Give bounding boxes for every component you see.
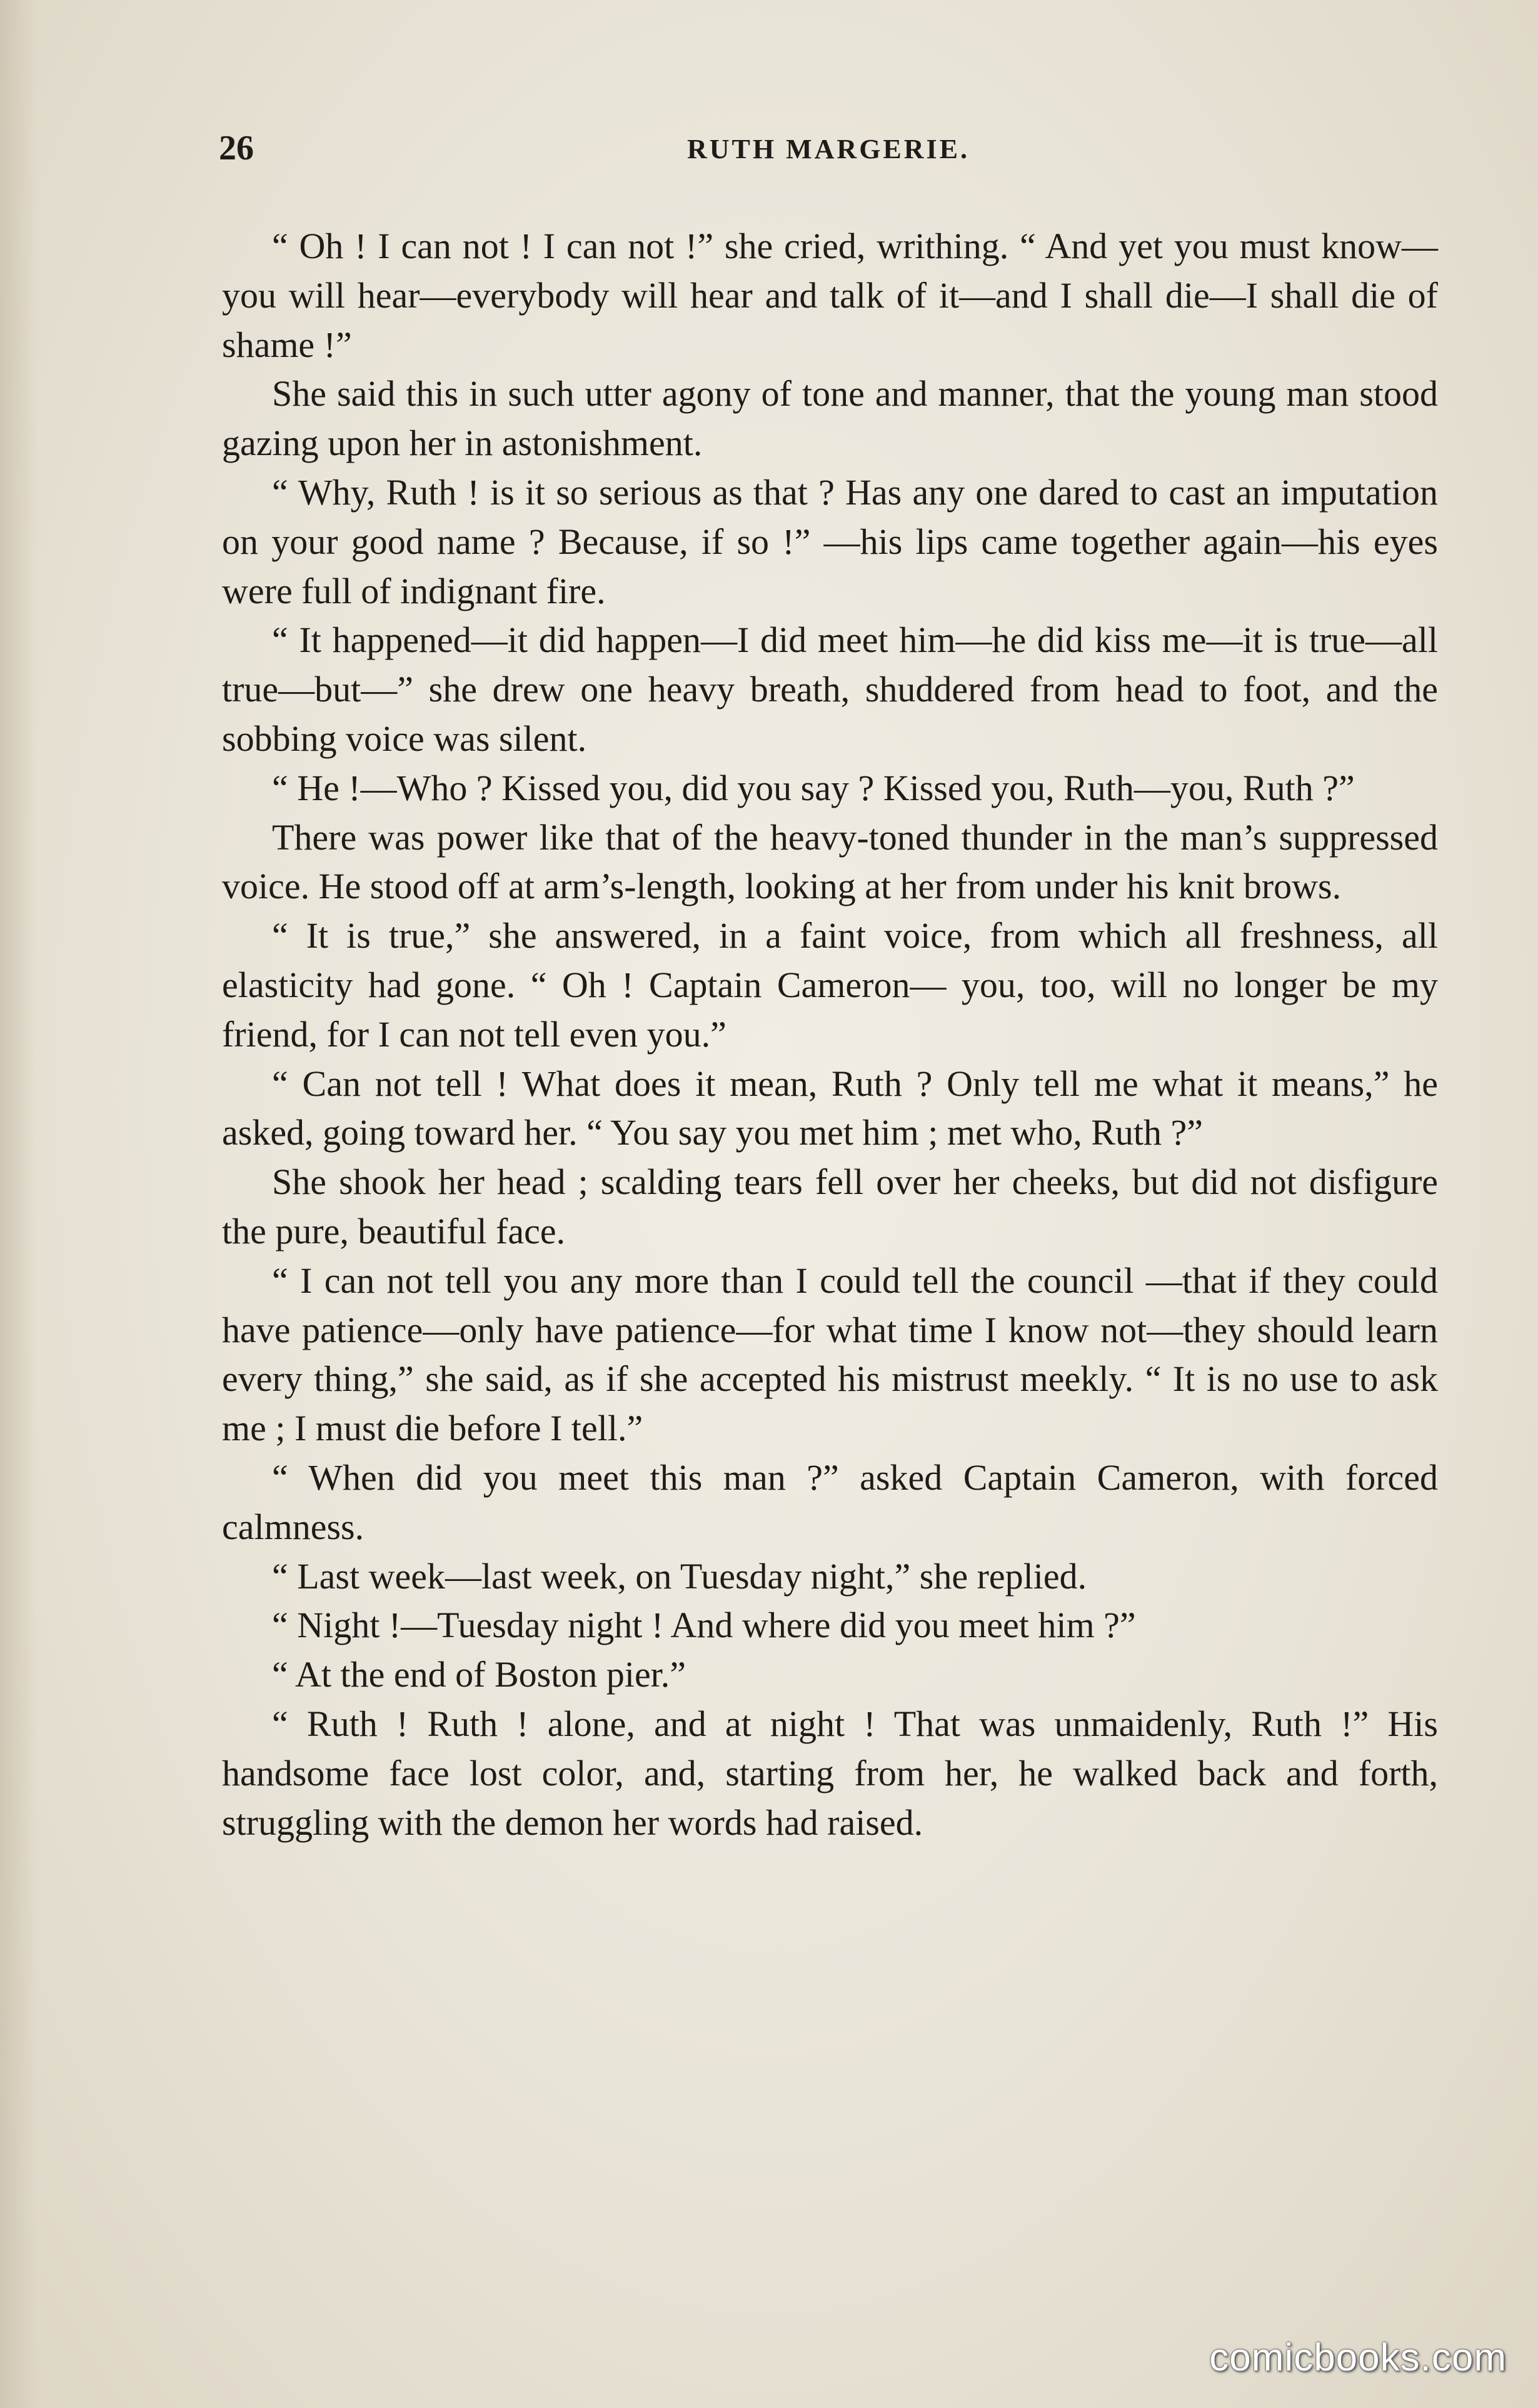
page-number: 26 (219, 129, 254, 168)
paragraph: “ Last week—last week, on Tuesday night,” she replied. (272, 1555, 1087, 1597)
paragraph: “ When did you meet this man ?” asked Captain Cameron, with forced calmness. (222, 1457, 1438, 1547)
paragraph: “ Can not tell ! What does it mean, Ruth ? Only tell me what it means,” he asked, going toward her. “ You say you met him ; met who, Ruth ?” (222, 1063, 1438, 1153)
page-header (219, 128, 1438, 172)
watermark: comicbooks.com (1209, 2336, 1507, 2379)
paragraph: “ It is true,” she answered, in a faint voice, from which all freshness, all elasticity had gone. “ Oh ! Captain Cameron— you, too, will no longer be my friend, for I can not tell even you.” (222, 915, 1438, 1055)
paragraph: There was power like that of the heavy-toned thunder in the man’s suppressed voice. He stood off at arm’s-length, looking at her from under his knit brows. (222, 816, 1438, 907)
page-edge-shadow (0, 0, 38, 2408)
paragraph: “ Ruth ! Ruth ! alone, and at night ! That was unmaidenly, Ruth !” His handsome face lost color, and, starting from her, he walked back and forth, struggling with the demon her words had raised. (222, 1703, 1438, 1843)
paragraph: “ At the end of Boston pier.” (272, 1654, 686, 1695)
paragraph: “ Why, Ruth ! is it so serious as that ? Has any one dared to cast an imputation on your good name ? Because, if so !” —his lips came together again—his eyes were full of indignant fire. (222, 471, 1438, 611)
paragraph: “ Oh ! I can not ! I can not !” she cried, writhing. “ And yet you must know—you will hear—everybody will hear and talk of it—and I shall die—I shall die of shame !” (222, 226, 1438, 365)
paragraph: “ I can not tell you any more than I could tell the council —that if they could have patience—only have patience—for what time I know not—they should learn every thing,” she said, as if she accepted his mistrust meekly. “ It is no use to ask me ; I must die before I tell.” (222, 1260, 1438, 1449)
paragraph: “ He !—Who ? Kissed you, did you say ? Kissed you, Ruth—you, Ruth ?” (272, 767, 1355, 808)
paragraph: “ It happened—it did happen—I did meet him—he did kiss me—it is true—all true—but—” she drew one heavy breath, shuddered from head to foot, and the sobbing voice was silent. (222, 620, 1438, 759)
paragraph: She shook her head ; scalding tears fell over her cheeks, but did not disfigure the pure, beautiful face. (222, 1161, 1438, 1252)
paragraph: She said this in such utter agony of tone and manner, that the young man stood gazing upon her in astonishment. (222, 373, 1438, 464)
paragraph: “ Night !—Tuesday night ! And where did you meet him ?” (272, 1605, 1136, 1646)
running-head: RUTH MARGERIE. (686, 134, 970, 164)
body-text (222, 222, 1438, 1847)
